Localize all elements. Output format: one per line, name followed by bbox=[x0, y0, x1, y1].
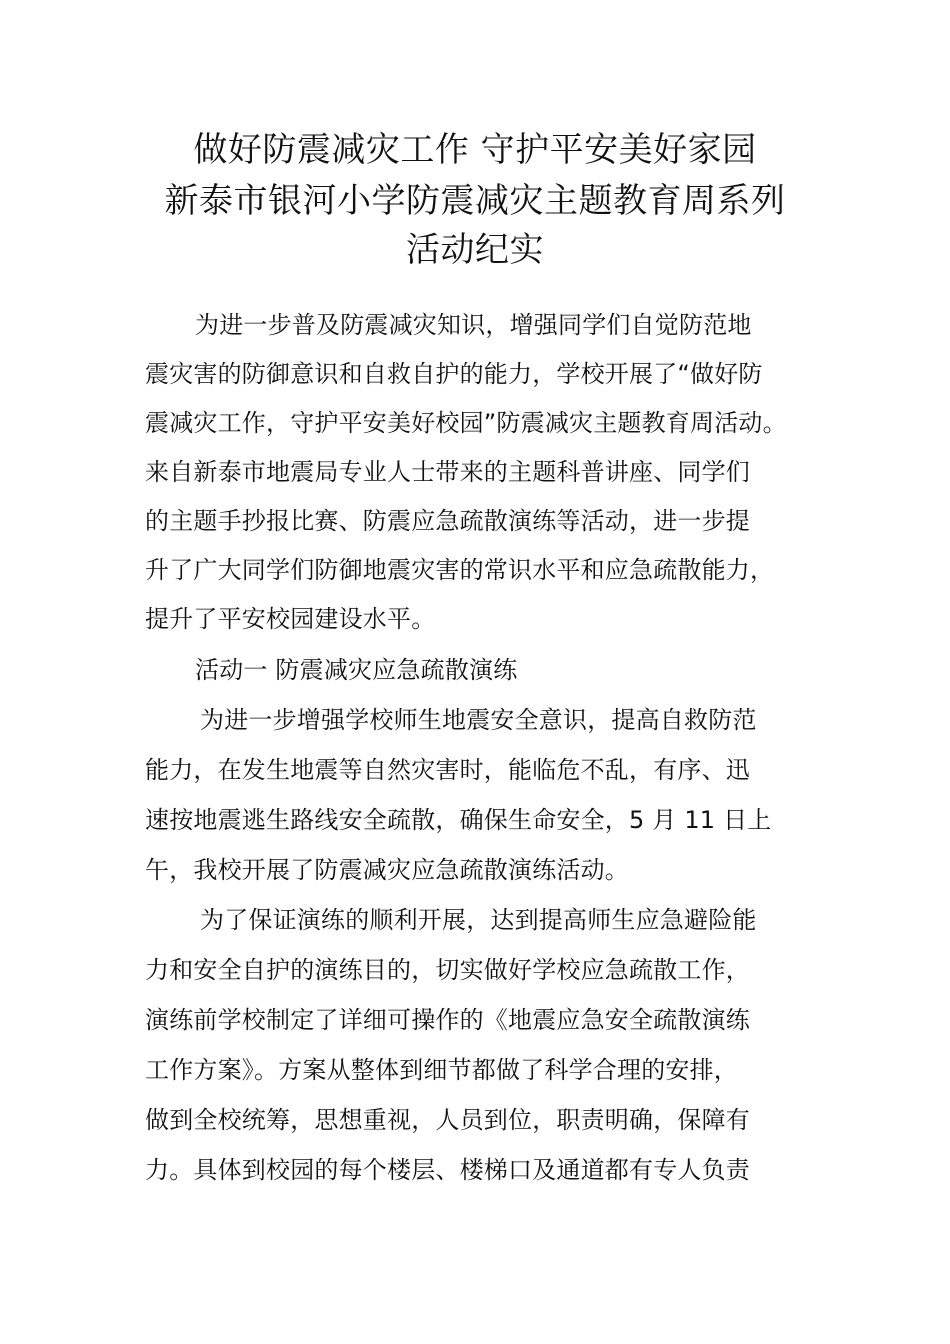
paragraph-3-line: 为了保证演练的顺利开展，达到提高师生应急避险能 bbox=[200, 906, 757, 934]
paragraph-3-line: 做到全校统筹，思想重视，人员到位，职责明确，保障有 bbox=[145, 1106, 750, 1134]
paragraph-1-line: 的主题手抄报比赛、防震应急疏散演练等活动，进一步提 bbox=[145, 507, 750, 535]
paragraph-3-line: 力和安全自护的演练目的，切实做好学校应急疏散工作， bbox=[145, 956, 750, 984]
title-line-2: 新泰市银河小学防震减灾主题教育周系列 bbox=[164, 181, 786, 221]
paragraph-2-line: 能力，在发生地震等自然灾害时，能临危不乱，有序、迅 bbox=[145, 756, 750, 784]
title-line-3: 活动纪实 bbox=[406, 230, 544, 270]
paragraph-2-line: 为进一步增强学校师生地震安全意识，提高自救防范 bbox=[200, 706, 757, 734]
paragraph-2-line: 速按地震逃生路线安全疏散，确保生命安全，5 月 11 日上 bbox=[145, 806, 772, 834]
paragraph-3-line: 演练前学校制定了详细可操作的《地震应急安全疏散演练 bbox=[145, 1006, 750, 1034]
paragraph-1-line: 为进一步普及防震减灾知识，增强同学们自觉防范地 bbox=[195, 311, 752, 339]
paragraph-1-line: 震灾害的防御意识和自救自护的能力，学校开展了“做好防 bbox=[145, 360, 763, 388]
paragraph-3-line: 工作方案》。方案从整体到细节都做了科学合理的安排， bbox=[145, 1056, 738, 1084]
paragraph-2-line: 午，我校开展了防震减灾应急疏散演练活动。 bbox=[145, 856, 629, 884]
title-line-1: 做好防震减灾工作 守护平安美好家园 bbox=[193, 130, 757, 170]
paragraph-1-line: 震减灾工作，守护平安美好校园”防震减灾主题教育周活动。 bbox=[145, 409, 787, 437]
paragraph-3-line: 力。具体到校园的每个楼层、楼梯口及通道都有专人负责 bbox=[145, 1156, 750, 1184]
paragraph-1-line: 升了广大同学们防御地震灾害的常识水平和应急疏散能力， bbox=[145, 556, 775, 584]
section-heading-activity-1: 活动一 防震减灾应急疏散演练 bbox=[195, 656, 518, 684]
paragraph-1-line: 提升了平安校园建设水平。 bbox=[145, 605, 436, 633]
paragraph-1-line: 来自新泰市地震局专业人士带来的主题科普讲座、同学们 bbox=[145, 458, 750, 486]
